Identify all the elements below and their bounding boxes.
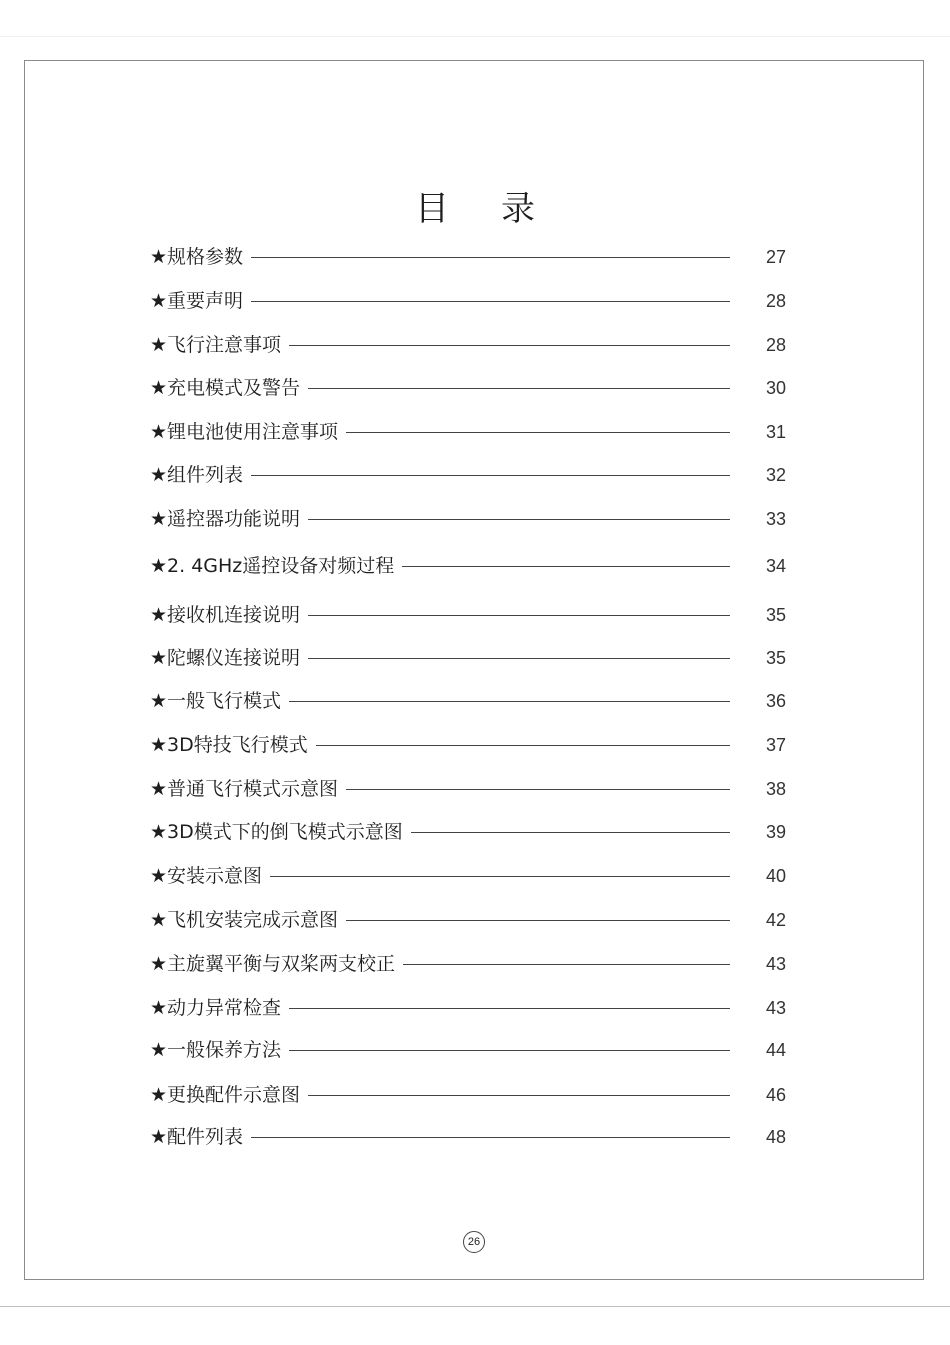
- toc-entry-page: 34: [765, 556, 787, 576]
- toc-entry-label: ★陀螺仪连接说明: [150, 647, 301, 669]
- toc-entry-page: 38: [765, 779, 787, 799]
- toc-leader-line: [308, 658, 730, 659]
- toc-entry-label: ★更换配件示意图: [150, 1084, 301, 1106]
- toc-entry[interactable]: [150, 1080, 800, 1110]
- toc-entry-page: 35: [765, 605, 787, 625]
- toc-entry[interactable]: [150, 242, 800, 272]
- toc-entry-label: ★普通飞行模式示意图: [150, 778, 339, 800]
- toc-leader-line: [403, 964, 730, 965]
- toc-entry-page: 44: [765, 1040, 787, 1060]
- toc-entry[interactable]: [150, 949, 800, 979]
- toc-leader-line: [308, 1095, 730, 1096]
- toc-entry-page: 46: [765, 1085, 787, 1105]
- toc-leader-line: [289, 345, 730, 346]
- toc-entry[interactable]: [150, 460, 800, 490]
- toc-entry-page: 43: [765, 954, 787, 974]
- toc-entry-label: ★规格参数: [150, 246, 244, 268]
- toc-entry-label: ★3D特技飞行模式: [150, 734, 308, 756]
- toc-entry[interactable]: [150, 730, 800, 760]
- toc-entry[interactable]: [150, 905, 800, 935]
- toc-entry[interactable]: [150, 286, 800, 316]
- toc-entry-page: 31: [765, 422, 787, 442]
- toc-entry[interactable]: [150, 373, 800, 403]
- toc-entry-label: ★飞机安装完成示意图: [150, 909, 339, 931]
- toc-entry[interactable]: [150, 861, 800, 891]
- toc-leader-line: [270, 876, 730, 877]
- toc-entry-label: ★2. 4GHz遥控设备对频过程: [150, 555, 395, 577]
- toc-entry-page: 33: [765, 509, 787, 529]
- toc-entry[interactable]: [150, 1035, 800, 1065]
- toc-entry-label: ★配件列表: [150, 1126, 244, 1148]
- toc-leader-line: [346, 432, 730, 433]
- toc-entry[interactable]: [150, 817, 800, 847]
- toc-entry[interactable]: [150, 504, 800, 534]
- toc-entry[interactable]: [150, 686, 800, 716]
- toc-entry-page: 28: [765, 335, 787, 355]
- toc-entry[interactable]: [150, 330, 800, 360]
- toc-leader-line: [411, 832, 730, 833]
- page-bottom-edge: [0, 1306, 950, 1307]
- toc-entry-page: 36: [765, 691, 787, 711]
- toc-leader-line: [346, 789, 730, 790]
- toc-entry-page: 37: [765, 735, 787, 755]
- toc-title: 目录: [415, 189, 587, 229]
- toc-entry-label: ★一般保养方法: [150, 1039, 282, 1061]
- toc-leader-line: [289, 701, 730, 702]
- toc-entry-page: 27: [765, 247, 787, 267]
- toc-entry-page: 35: [765, 648, 787, 668]
- toc-leader-line: [402, 566, 730, 567]
- toc-entry-page: 32: [765, 465, 787, 485]
- toc-entry-label: ★遥控器功能说明: [150, 508, 301, 530]
- toc-entry-label: ★组件列表: [150, 464, 244, 486]
- toc-leader-line: [308, 519, 730, 520]
- toc-entry[interactable]: [150, 643, 800, 673]
- toc-entry-label: ★安装示意图: [150, 865, 263, 887]
- toc-entry-page: 39: [765, 822, 787, 842]
- toc-entry[interactable]: [150, 1122, 800, 1152]
- toc-leader-line: [251, 1137, 730, 1138]
- toc-entry-label: ★一般飞行模式: [150, 690, 282, 712]
- toc-leader-line: [251, 475, 730, 476]
- toc-leader-line: [308, 615, 730, 616]
- toc-entry-label: ★主旋翼平衡与双桨两支校正: [150, 953, 396, 975]
- toc-leader-line: [251, 301, 730, 302]
- toc-entry-label: ★重要声明: [150, 290, 244, 312]
- toc-leader-line: [251, 257, 730, 258]
- toc-entry-label: ★接收机连接说明: [150, 604, 301, 626]
- toc-leader-line: [289, 1050, 730, 1051]
- toc-entry[interactable]: [150, 417, 800, 447]
- toc-leader-line: [289, 1008, 730, 1009]
- toc-entry-label: ★3D模式下的倒飞模式示意图: [150, 821, 403, 843]
- toc-entry-label: ★飞行注意事项: [150, 334, 282, 356]
- toc-entry-page: 48: [765, 1127, 787, 1147]
- toc-entry[interactable]: [150, 551, 800, 581]
- toc-entry[interactable]: [150, 993, 800, 1023]
- toc-entry-page: 28: [765, 291, 787, 311]
- toc-entry-page: 42: [765, 910, 787, 930]
- toc-entry-page: 40: [765, 866, 787, 886]
- toc-entry-page: 30: [765, 378, 787, 398]
- toc-entry-page: 43: [765, 998, 787, 1018]
- toc-leader-line: [316, 745, 730, 746]
- page-number: 26: [463, 1231, 485, 1253]
- toc-leader-line: [346, 920, 730, 921]
- toc-leader-line: [308, 388, 730, 389]
- toc-entry-label: ★锂电池使用注意事项: [150, 421, 339, 443]
- toc-entry-label: ★充电模式及警告: [150, 377, 301, 399]
- toc-entry-label: ★动力异常检查: [150, 997, 282, 1019]
- toc-entry[interactable]: [150, 600, 800, 630]
- toc-entry[interactable]: [150, 774, 800, 804]
